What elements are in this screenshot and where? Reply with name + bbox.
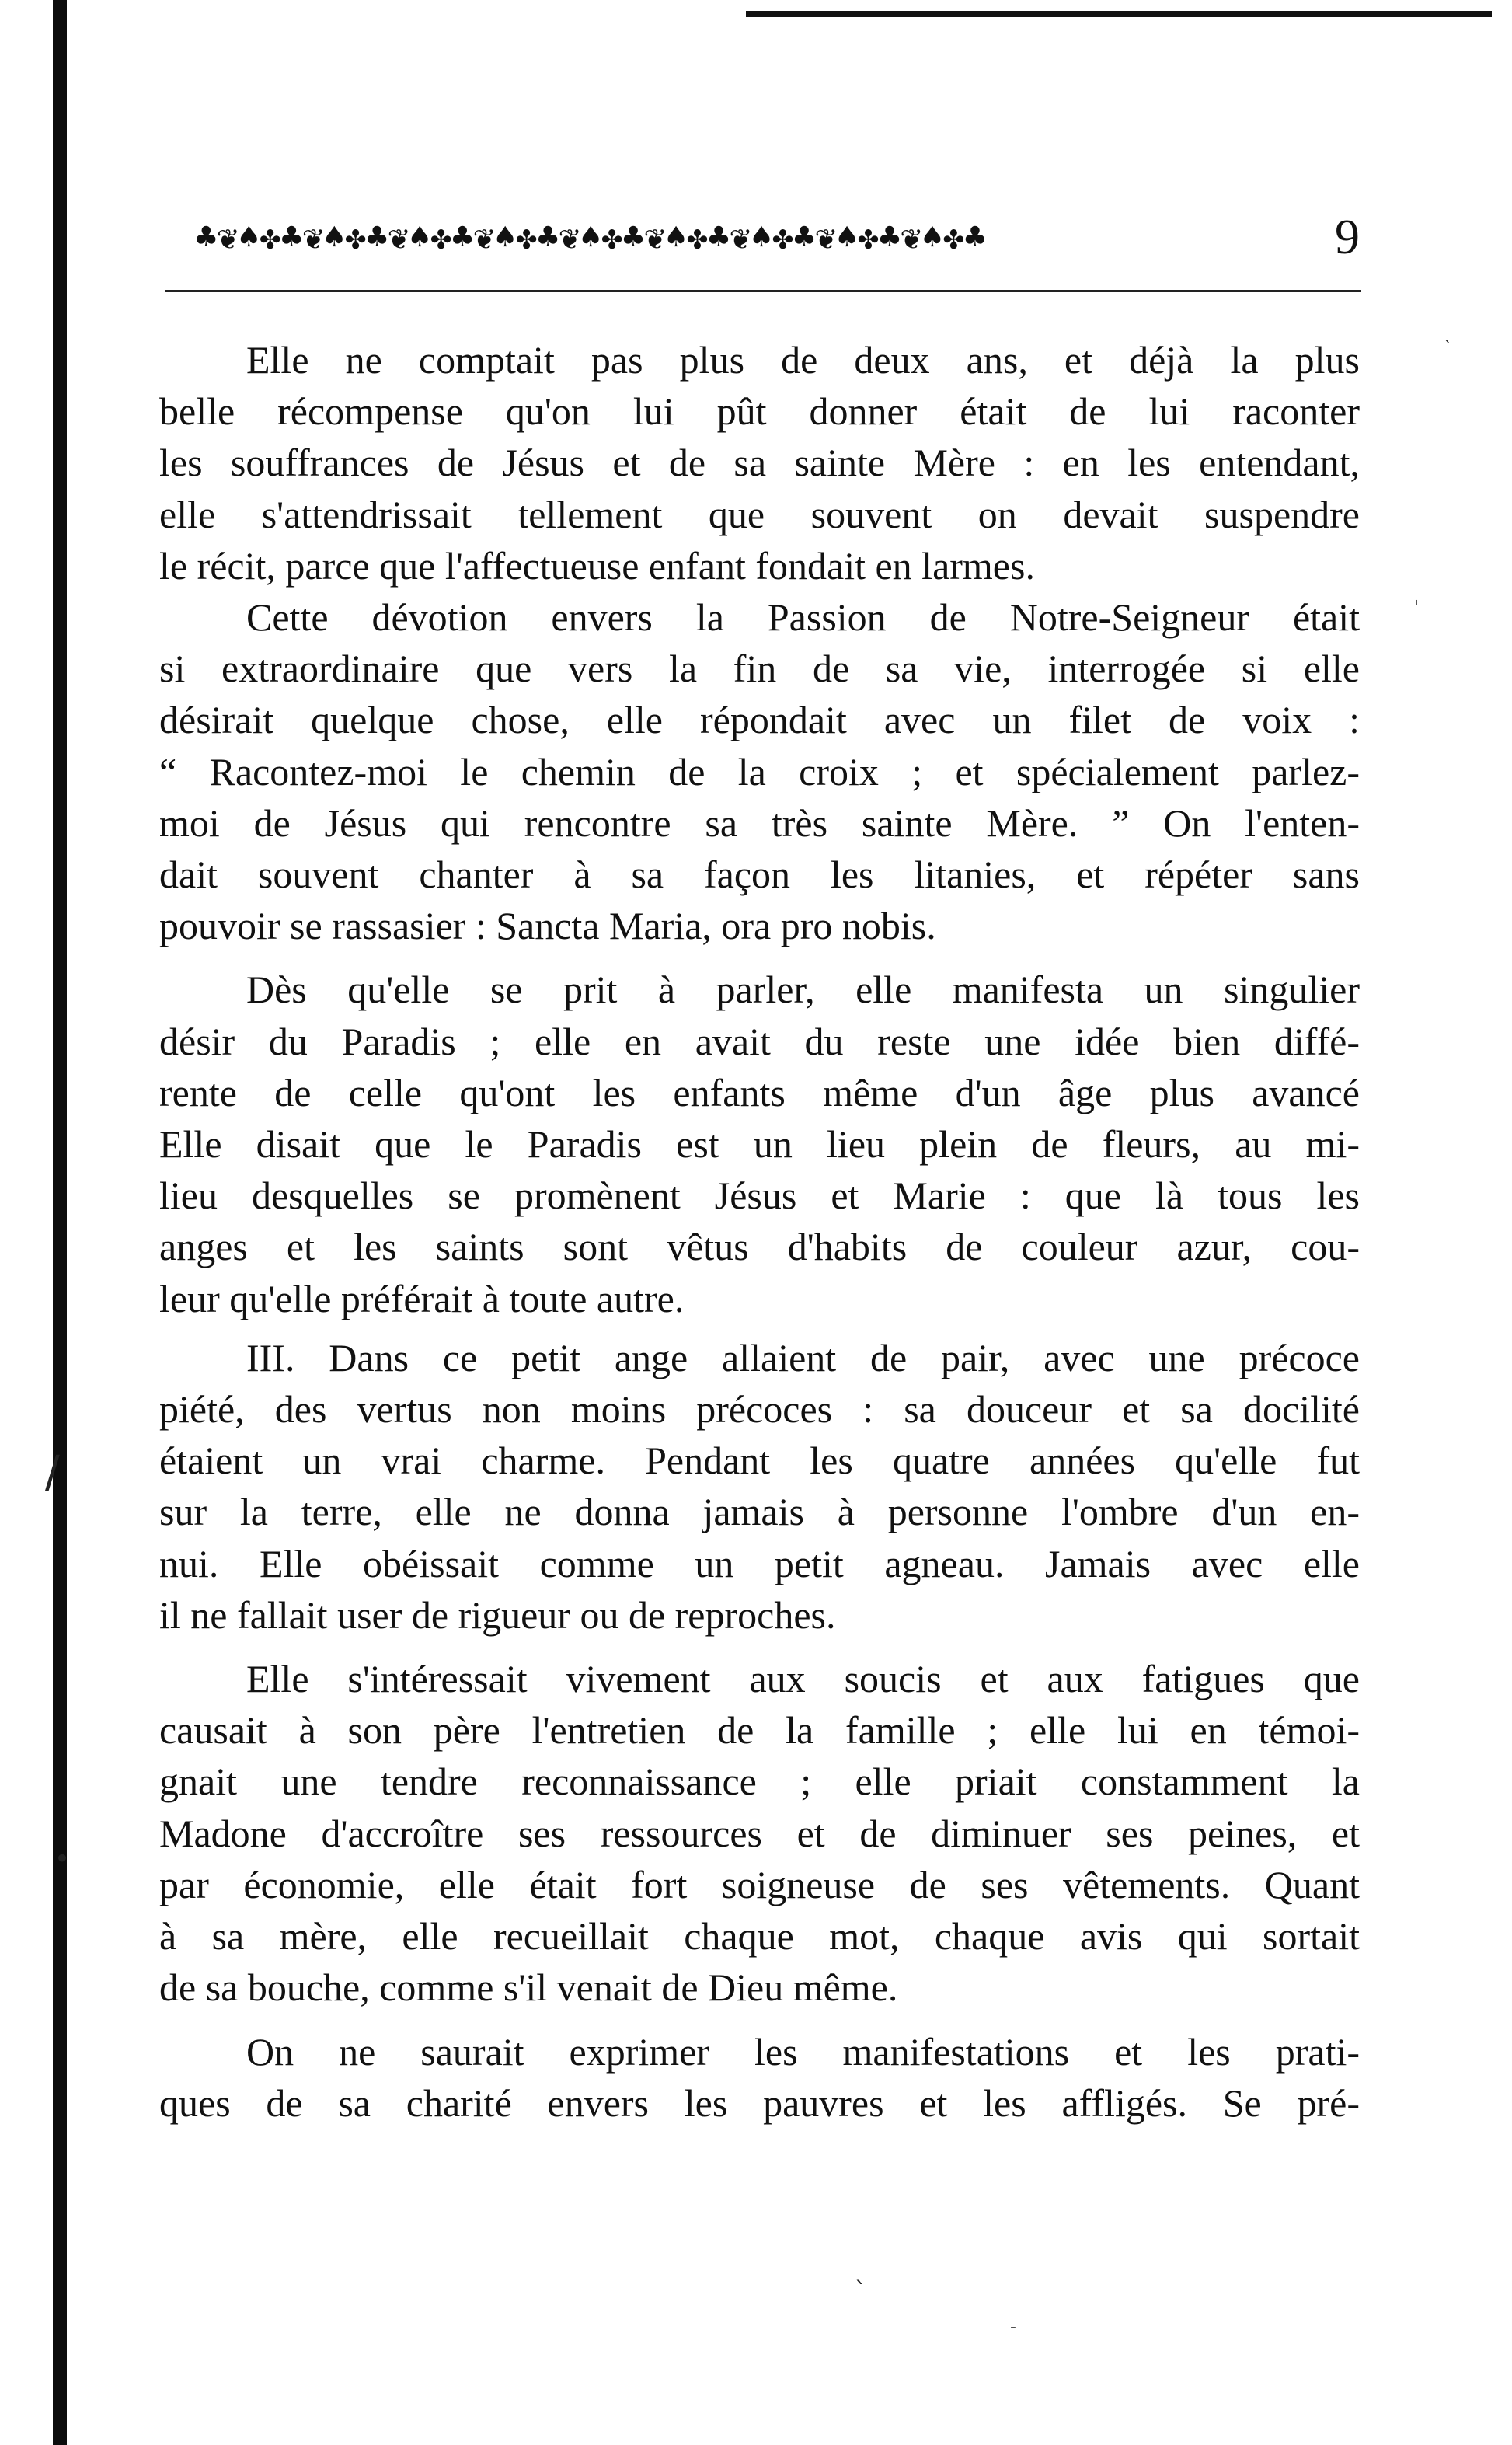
text-line: On ne saurait exprimer les manifestations et les prati- [246,2029,1360,2074]
text-line: “ Racontez-moi le chemin de la croix ; et spécialement parlez- [159,749,1360,793]
text-line: si extraordinaire que vers la fin de sa vie, interrogée si elle [159,647,1360,691]
text-line: Elle s'intéressait vivement aux soucis et aux fatigues que [246,1657,1360,1701]
text-line: les souffrances de Jésus et de sa sainte Mère : en les entendant, [159,441,1360,485]
text-line: gnait une tendre reconnaissance ; elle priait constamment la [159,1760,1360,1804]
page-number: 9 [1335,209,1360,264]
text-line: Madone d'accroître ses ressources et de diminuer ses peines, et [159,1811,1360,1855]
text-line: moi de Jésus qui rencontre sa très sainte Mère. ” On l'enten- [159,800,1360,845]
text-line: leur qu'elle préférait à toute autre. [159,1276,685,1320]
text-line: sur la terre, elle ne donna jamais à personne l'ombre d'un en- [159,1490,1360,1534]
running-header [155,206,1360,268]
text-line: piété, des vertus non moins précoces : sa douceur et sa docilité [159,1387,1360,1432]
text-line: désirait quelque chose, elle répondait avec un filet de voix : [159,698,1360,742]
text-line: elle s'attendrissait tellement que souvent on devait suspendre [159,492,1360,536]
text-line: lieu desquelles se promènent Jésus et Marie : que là tous les [159,1174,1360,1218]
text-line: Cette dévotion envers la Passion de Notre-Seigneur était [246,595,1360,640]
text-line: causait à son père l'entretien de la famille ; elle lui en témoi- [159,1708,1360,1753]
text-line: nui. Elle obéissait comme un petit agneau. Jamais avec elle [159,1541,1360,1585]
margin-tick-mark: ˋ [1444,339,1452,358]
page-edge-bar [53,0,67,2445]
text-line: désir du Paradis ; elle en avait du reste une idée bien diffé- [159,1019,1360,1063]
text-line: de sa bouche, comme s'il venait de Dieu même. [159,1965,898,2010]
bottom-tick-mark: - [1010,2318,1016,2337]
text-line: par économie, elle était fort soigneuse de ses vêtements. Quant [159,1862,1360,1906]
bottom-tick-mark: ˎ [855,2258,866,2285]
text-line: Elle ne comptait pas plus de deux ans, et déjà la plus [246,338,1360,382]
text-line: III. Dans ce petit ange allaient de pair, avec une précoce [246,1335,1360,1379]
top-rule [746,11,1492,17]
text-line: Elle disait que le Paradis est un lieu plein de fleurs, au mi- [159,1122,1360,1167]
text-line: ques de sa charité envers les pauvres et les affligés. Se pré- [159,2081,1360,2125]
margin-pencil-mark: / [45,1447,60,1498]
text-line: Dès qu'elle se prit à parler, elle manifesta un singulier [246,968,1360,1012]
header-rule [165,290,1361,292]
text-line: le récit, parce que l'affectueuse enfant fondait en larmes. [159,543,1035,588]
margin-dot-mark: • [54,1843,71,1875]
text-line: pouvoir se rassasier : Sancta Maria, ora pro nobis. [159,904,936,948]
margin-tick-mark: ˈ [1414,598,1420,618]
text-line: rente de celle qu'ont les enfants même d'un âge plus avancé [159,1070,1360,1114]
text-line: étaient un vrai charme. Pendant les quatre années qu'elle fut [159,1439,1360,1483]
text-line: à sa mère, elle recueillait chaque mot, chaque avis qui sortait [159,1914,1360,1958]
text-line: belle récompense qu'on lui pût donner était de lui raconter [159,389,1360,434]
header-ornament: ♣❦♠✤♣❦♠✤♣❦♠✤♣❦♠✤♣❦♠✤♣❦♠✤♣❦♠✤♣❦♠✤♣❦♠✤♣ [196,223,987,253]
body-text [159,334,1360,2129]
text-line: dait souvent chanter à sa façon les litanies, et répéter sans [159,853,1360,897]
text-line: anges et les saints sont vêtus d'habits de couleur azur, cou- [159,1225,1360,1269]
text-line: il ne fallait user de rigueur ou de reproches. [159,1592,836,1637]
